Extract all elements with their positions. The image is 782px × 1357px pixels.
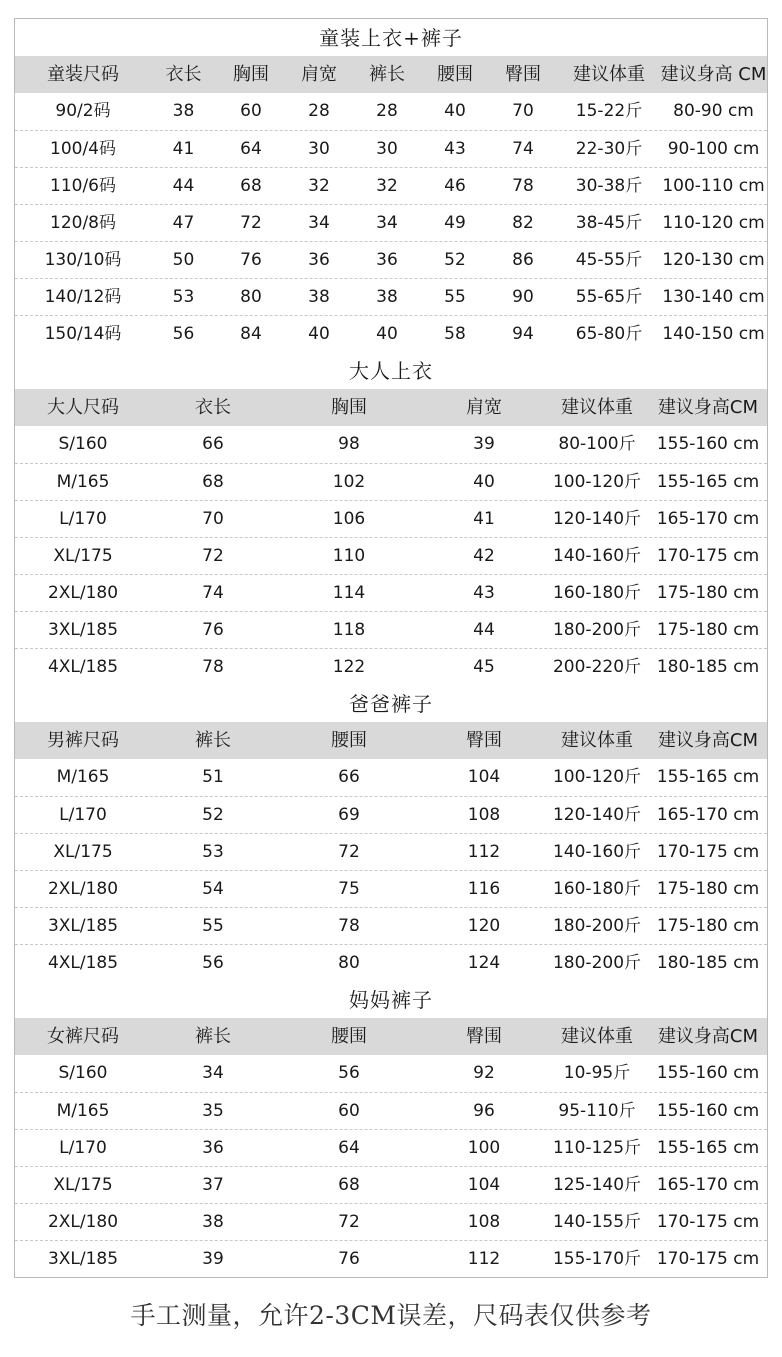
column-header: 男裤尺码 [47, 730, 119, 751]
table-cell: 125-140斤 [552, 1175, 642, 1195]
table-cell: 2XL/180 [47, 583, 119, 603]
table-cell: 114 [332, 583, 366, 603]
table-row [15, 167, 767, 204]
table-cell: 64 [240, 139, 262, 159]
table-cell: 122 [332, 657, 366, 677]
table-cell: 78 [512, 176, 534, 196]
table-cell: 118 [332, 620, 366, 640]
table-cell: 3XL/185 [47, 916, 119, 936]
table-row [15, 870, 767, 907]
table-header-row [15, 1018, 767, 1055]
table-cell: 100/4码 [50, 139, 116, 159]
table-cell: 38-45斤 [575, 213, 643, 233]
table-cell: 28 [308, 101, 330, 121]
table-cell: 68 [338, 1175, 360, 1195]
table-cell: 80-90 cm [673, 101, 754, 121]
table-row [15, 315, 767, 352]
column-header: 肩宽 [466, 397, 502, 418]
table-cell: 75 [338, 879, 360, 899]
table-cell: 100-120斤 [552, 472, 642, 492]
table-cell: 100 [467, 1138, 501, 1158]
table-cell: 34 [202, 1063, 224, 1083]
table-cell: 200-220斤 [552, 657, 642, 677]
table-row [15, 1240, 767, 1277]
table-cell: 110 [332, 546, 366, 566]
table-cell: 106 [332, 509, 366, 529]
column-header: 衣长 [165, 64, 202, 85]
table-cell: 175-180 cm [656, 583, 760, 603]
table-cell: 120-130 cm [662, 250, 765, 270]
table-cell: 155-165 cm [656, 767, 760, 787]
table-cell: 60 [338, 1101, 360, 1121]
table-row [15, 500, 767, 537]
table-cell: 100-120斤 [552, 767, 642, 787]
table-cell: 104 [467, 1175, 501, 1195]
table-cell: 58 [444, 324, 466, 344]
table-cell: 36 [376, 250, 398, 270]
table-row [15, 93, 767, 130]
table-cell: 130-140 cm [662, 287, 765, 307]
table-cell: 72 [202, 546, 224, 566]
table-cell: 50 [172, 250, 195, 270]
table-cell: 74 [202, 583, 224, 603]
table-cell: 170-175 cm [656, 1212, 760, 1232]
table-cell: 68 [202, 472, 224, 492]
table-cell: 42 [473, 546, 495, 566]
section-title: 妈妈裤子 [15, 981, 767, 1018]
table-cell: 124 [467, 953, 501, 973]
table-cell: 43 [444, 139, 466, 159]
table-cell: 120 [467, 916, 501, 936]
column-header: 建议体重 [573, 64, 645, 85]
table-cell: 46 [444, 176, 466, 196]
table-cell: 150/14码 [44, 324, 122, 344]
table-cell: 74 [512, 139, 534, 159]
table-cell: 165-170 cm [656, 1175, 760, 1195]
table-cell: 140-160斤 [552, 842, 642, 862]
table-cell: 44 [172, 176, 195, 196]
table-row [15, 537, 767, 574]
table-cell: 47 [172, 213, 195, 233]
table-header-row [15, 56, 767, 93]
column-header: 建议身高CM [657, 397, 759, 418]
table-row [15, 611, 767, 648]
table-row [15, 241, 767, 278]
table-cell: 155-170斤 [552, 1249, 642, 1269]
table-cell: 98 [338, 434, 360, 454]
table-cell: 120/8码 [50, 213, 116, 233]
table-cell: 70 [202, 509, 224, 529]
table-row [15, 1129, 767, 1166]
table-cell: 69 [338, 805, 360, 825]
column-header: 肩宽 [301, 64, 337, 85]
table-cell: 34 [376, 213, 398, 233]
column-header: 裤长 [369, 64, 405, 85]
table-cell: 108 [467, 1212, 501, 1232]
size-table-section [15, 19, 767, 352]
table-row [15, 1055, 767, 1092]
table-cell: 39 [473, 434, 495, 454]
table-cell: M/165 [56, 1101, 110, 1121]
table-cell: 170-175 cm [656, 546, 760, 566]
table-cell: L/170 [59, 805, 107, 825]
column-header: 童装尺码 [47, 64, 119, 85]
table-cell: 120-140斤 [552, 509, 642, 529]
table-cell: 22-30斤 [575, 139, 643, 159]
table-cell: 55-65斤 [575, 287, 643, 307]
table-row [15, 1092, 767, 1129]
column-header: 胸围 [331, 397, 367, 418]
table-cell: 68 [240, 176, 262, 196]
column-header: 臀围 [466, 1026, 502, 1047]
table-cell: 112 [467, 842, 501, 862]
table-cell: 116 [467, 879, 501, 899]
table-row [15, 463, 767, 500]
table-cell: 108 [467, 805, 501, 825]
table-cell: 52 [444, 250, 466, 270]
table-cell: 175-180 cm [656, 916, 760, 936]
table-cell: 40 [376, 324, 398, 344]
table-cell: 180-200斤 [552, 953, 642, 973]
table-cell: 100-110 cm [662, 176, 765, 196]
table-cell: S/160 [58, 434, 108, 454]
table-cell: 37 [202, 1175, 224, 1195]
table-cell: 4XL/185 [47, 953, 119, 973]
table-cell: 76 [202, 620, 224, 640]
table-cell: 160-180斤 [552, 879, 642, 899]
table-cell: 30 [308, 139, 330, 159]
size-table-section [15, 352, 767, 685]
table-cell: 10-95斤 [563, 1063, 631, 1083]
table-cell: 72 [338, 1212, 360, 1232]
table-cell: 41 [172, 139, 195, 159]
table-cell: 52 [202, 805, 224, 825]
table-cell: XL/175 [53, 546, 113, 566]
column-header: 建议体重 [561, 397, 633, 418]
table-cell: 36 [308, 250, 330, 270]
table-cell: 66 [202, 434, 224, 454]
section-title: 大人上衣 [15, 352, 767, 389]
table-cell: 180-185 cm [656, 953, 760, 973]
table-cell: 165-170 cm [656, 805, 760, 825]
table-cell: 160-180斤 [552, 583, 642, 603]
column-header: 大人尺码 [47, 397, 119, 418]
table-row [15, 130, 767, 167]
table-cell: 170-175 cm [656, 842, 760, 862]
table-cell: 70 [512, 101, 534, 121]
table-cell: 2XL/180 [47, 879, 119, 899]
table-cell: 51 [202, 767, 224, 787]
column-header: 裤长 [195, 1026, 231, 1047]
column-header: 建议体重 [561, 1026, 633, 1047]
table-cell: 155-160 cm [656, 434, 760, 454]
table-cell: 140-150 cm [662, 324, 765, 344]
table-cell: 84 [240, 324, 262, 344]
table-cell: 110-125斤 [552, 1138, 642, 1158]
size-table-section [15, 685, 767, 981]
table-cell: M/165 [56, 767, 110, 787]
table-cell: 175-180 cm [656, 620, 760, 640]
table-cell: 180-185 cm [656, 657, 760, 677]
column-header: 腰围 [331, 1026, 367, 1047]
table-cell: 180-200斤 [552, 916, 642, 936]
table-cell: 41 [473, 509, 495, 529]
column-header: 臀围 [466, 730, 502, 751]
table-cell: 78 [202, 657, 224, 677]
table-row [15, 796, 767, 833]
table-cell: 3XL/185 [47, 1249, 119, 1269]
table-cell: 32 [308, 176, 330, 196]
table-row [15, 1203, 767, 1240]
table-cell: 30-38斤 [575, 176, 643, 196]
table-cell: 155-160 cm [656, 1101, 760, 1121]
table-cell: 45-55斤 [575, 250, 643, 270]
table-cell: 32 [376, 176, 398, 196]
table-cell: 43 [473, 583, 495, 603]
table-cell: 38 [376, 287, 398, 307]
footer-note: 手工测量，允许2-3CM误差，尺码表仅供参考 [130, 1301, 652, 1330]
table-cell: 175-180 cm [656, 879, 760, 899]
table-cell: L/170 [59, 1138, 107, 1158]
table-cell: 110-120 cm [662, 213, 765, 233]
column-header: 建议身高CM [657, 730, 759, 751]
table-header-row [15, 389, 767, 426]
table-cell: 2XL/180 [47, 1212, 119, 1232]
table-row [15, 833, 767, 870]
table-cell: 30 [376, 139, 398, 159]
table-cell: 55 [444, 287, 466, 307]
table-cell: 56 [338, 1063, 360, 1083]
table-cell: 76 [240, 250, 262, 270]
table-cell: 170-175 cm [656, 1249, 760, 1269]
table-cell: 90-100 cm [667, 139, 760, 159]
table-cell: 56 [172, 324, 195, 344]
table-row [15, 907, 767, 944]
table-row [15, 574, 767, 611]
table-cell: 40 [444, 101, 466, 121]
table-cell: 120-140斤 [552, 805, 642, 825]
section-title: 童装上衣+裤子 [15, 19, 767, 56]
table-cell: 36 [202, 1138, 224, 1158]
table-cell: 140-155斤 [552, 1212, 642, 1232]
table-cell: 54 [202, 879, 224, 899]
table-cell: 110/6码 [50, 176, 116, 196]
table-cell: 80 [240, 287, 262, 307]
table-cell: 80-100斤 [558, 434, 636, 454]
column-header: 女裤尺码 [47, 1026, 119, 1047]
table-cell: 76 [338, 1249, 360, 1269]
table-cell: 96 [473, 1101, 495, 1121]
table-cell: 90 [512, 287, 534, 307]
table-cell: 82 [512, 213, 534, 233]
table-cell: 39 [202, 1249, 224, 1269]
table-cell: 53 [202, 842, 224, 862]
table-cell: 104 [467, 767, 501, 787]
table-cell: 80 [338, 953, 360, 973]
size-chart [14, 18, 768, 1278]
table-cell: 38 [308, 287, 330, 307]
table-cell: 44 [473, 620, 495, 640]
table-cell: 180-200斤 [552, 620, 642, 640]
column-header: 裤长 [195, 730, 231, 751]
table-cell: 92 [473, 1063, 495, 1083]
table-row [15, 426, 767, 463]
table-cell: 49 [444, 213, 466, 233]
table-cell: 86 [512, 250, 534, 270]
table-cell: 112 [467, 1249, 501, 1269]
column-header: 臀围 [505, 64, 541, 85]
table-cell: 55 [202, 916, 224, 936]
table-cell: L/170 [59, 509, 107, 529]
table-cell: 155-165 cm [656, 472, 760, 492]
table-cell: XL/175 [53, 1175, 113, 1195]
table-cell: 34 [308, 213, 330, 233]
table-cell: 38 [172, 101, 195, 121]
section-title: 爸爸裤子 [15, 685, 767, 722]
table-cell: 65-80斤 [575, 324, 643, 344]
column-header: 衣长 [195, 397, 231, 418]
column-header: 胸围 [233, 64, 269, 85]
column-header: 建议体重 [561, 730, 633, 751]
table-cell: 40 [473, 472, 495, 492]
table-cell: 72 [240, 213, 262, 233]
table-cell: 40 [308, 324, 330, 344]
table-cell: 38 [202, 1212, 224, 1232]
table-cell: 102 [332, 472, 366, 492]
table-cell: 155-165 cm [656, 1138, 760, 1158]
table-cell: 165-170 cm [656, 509, 760, 529]
column-header: 建议身高 CM [660, 64, 767, 85]
table-row [15, 759, 767, 796]
column-header: 腰围 [331, 730, 367, 751]
table-cell: 90/2码 [55, 101, 111, 121]
table-cell: XL/175 [53, 842, 113, 862]
table-cell: 53 [172, 287, 195, 307]
column-header: 建议身高CM [657, 1026, 759, 1047]
table-cell: 94 [512, 324, 534, 344]
table-cell: 60 [240, 101, 262, 121]
table-cell: 64 [338, 1138, 360, 1158]
table-cell: 35 [202, 1101, 224, 1121]
table-cell: 45 [473, 657, 495, 677]
table-row [15, 1166, 767, 1203]
table-cell: 140-160斤 [552, 546, 642, 566]
table-cell: 66 [338, 767, 360, 787]
table-cell: M/165 [56, 472, 110, 492]
table-cell: 4XL/185 [47, 657, 119, 677]
table-cell: 78 [338, 916, 360, 936]
table-cell: 72 [338, 842, 360, 862]
column-header: 腰围 [437, 64, 473, 85]
size-table-section [15, 981, 767, 1277]
table-cell: 155-160 cm [656, 1063, 760, 1083]
table-cell: 28 [376, 101, 398, 121]
table-cell: 130/10码 [44, 250, 122, 270]
table-cell: 56 [202, 953, 224, 973]
table-header-row [15, 722, 767, 759]
table-cell: S/160 [58, 1063, 108, 1083]
table-row [15, 944, 767, 981]
table-cell: 3XL/185 [47, 620, 119, 640]
table-cell: 95-110斤 [558, 1101, 636, 1121]
table-cell: 15-22斤 [575, 101, 643, 121]
table-row [15, 204, 767, 241]
table-cell: 140/12码 [44, 287, 122, 307]
table-row [15, 278, 767, 315]
table-row [15, 648, 767, 685]
